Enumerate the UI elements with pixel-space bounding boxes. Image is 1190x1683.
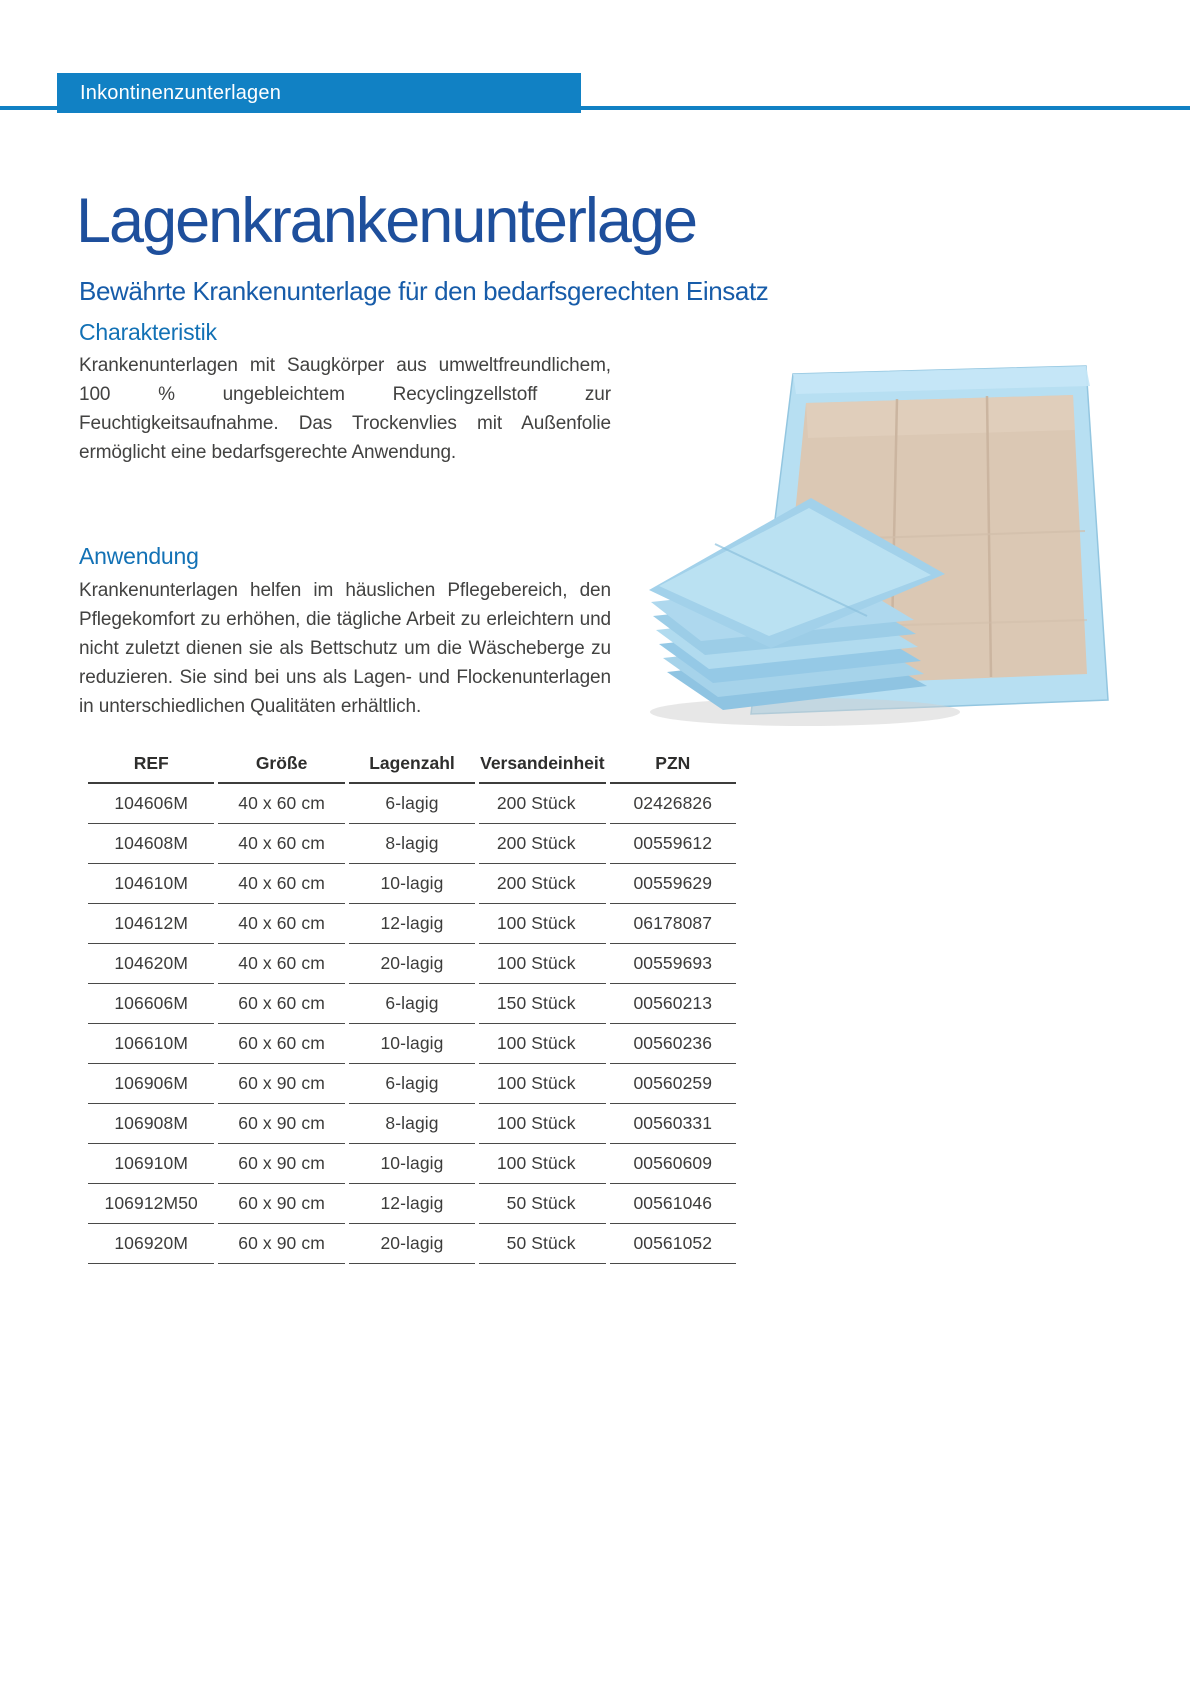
table-cell-ref: 104606M xyxy=(88,784,214,824)
table-cell-ref: 104612M xyxy=(88,904,214,944)
table-cell-ref: 106906M xyxy=(88,1064,214,1104)
table-cell-ref: 104620M xyxy=(88,944,214,984)
table-cell-versandeinheit: 100 Stück xyxy=(479,1104,605,1144)
table-cell-lagenzahl: 20-lagig xyxy=(349,1224,475,1264)
table-cell-versandeinheit: 200 Stück xyxy=(479,784,605,824)
table-row xyxy=(88,1024,736,1064)
table-cell-versandeinheit: 100 Stück xyxy=(479,904,605,944)
table-row xyxy=(88,824,736,864)
table-cell-versandeinheit: 50 Stück xyxy=(479,1184,605,1224)
column-header-pzn: PZN xyxy=(610,744,736,784)
table-cell-pzn: 02426826 xyxy=(610,784,736,824)
table-row xyxy=(88,864,736,904)
table-cell-groesse: 60 x 90 cm xyxy=(218,1144,344,1184)
table-cell-ref: 106606M xyxy=(88,984,214,1024)
table-cell-groesse: 60 x 90 cm xyxy=(218,1184,344,1224)
table-cell-versandeinheit: 100 Stück xyxy=(479,944,605,984)
table-cell-pzn: 00560236 xyxy=(610,1024,736,1064)
section-heading-anwendung: Anwendung xyxy=(79,543,199,569)
table-cell-versandeinheit: 100 Stück xyxy=(479,1144,605,1184)
table-cell-versandeinheit: 100 Stück xyxy=(479,1024,605,1064)
table-row xyxy=(88,944,736,984)
table-cell-lagenzahl: 6-lagig xyxy=(349,1064,475,1104)
table-row xyxy=(88,1144,736,1184)
table-cell-groesse: 40 x 60 cm xyxy=(218,944,344,984)
page-subtitle: Bewährte Krankenunterlage für den bedarfsgerechten Einsatz xyxy=(79,276,769,306)
table-cell-groesse: 40 x 60 cm xyxy=(218,824,344,864)
table-cell-lagenzahl: 20-lagig xyxy=(349,944,475,984)
table-row xyxy=(88,984,736,1024)
table-cell-ref: 106920M xyxy=(88,1224,214,1264)
table-row xyxy=(88,1064,736,1104)
table-cell-groesse: 40 x 60 cm xyxy=(218,864,344,904)
table-cell-lagenzahl: 10-lagig xyxy=(349,864,475,904)
table-cell-lagenzahl: 6-lagig xyxy=(349,784,475,824)
table-cell-lagenzahl: 8-lagig xyxy=(349,824,475,864)
table-cell-lagenzahl: 12-lagig xyxy=(349,904,475,944)
table-cell-groesse: 40 x 60 cm xyxy=(218,784,344,824)
table-cell-pzn: 00559693 xyxy=(610,944,736,984)
paragraph-charakteristik: Krankenunterlagen mit Saugkörper aus umweltfreundlichem, 100 % ungebleichtem Recyclingzellstoff zur Feuchtigkeitsaufnahme. Das Trockenvlies mit Außenfolie ermöglicht eine bedarfsgerechte Anwendung. xyxy=(79,355,611,463)
table-cell-pzn: 00559629 xyxy=(610,864,736,904)
table-cell-pzn: 06178087 xyxy=(610,904,736,944)
table-cell-versandeinheit: 100 Stück xyxy=(479,1064,605,1104)
table-cell-ref: 106610M xyxy=(88,1024,214,1064)
table-cell-ref: 106910M xyxy=(88,1144,214,1184)
column-header-lagenzahl: Lagenzahl xyxy=(349,744,475,784)
page-title: Lagenkrankenunterlage xyxy=(76,186,697,256)
table-cell-ref: 106912M50 xyxy=(88,1184,214,1224)
table-cell-versandeinheit: 150 Stück xyxy=(479,984,605,1024)
section-heading-charakteristik: Charakteristik xyxy=(79,319,217,345)
table-cell-pzn: 00560609 xyxy=(610,1144,736,1184)
table-cell-pzn: 00560213 xyxy=(610,984,736,1024)
table-cell-lagenzahl: 6-lagig xyxy=(349,984,475,1024)
table-cell-ref: 106908M xyxy=(88,1104,214,1144)
column-header-versandeinheit: Versandeinheit xyxy=(479,744,605,784)
table-cell-ref: 104608M xyxy=(88,824,214,864)
products-table xyxy=(84,744,740,1264)
paragraph-anwendung: Krankenunterlagen helfen im häuslichen Pflegebereich, den Pflegekomfort zu erhöhen, die tägliche Arbeit zu erleichtern und nicht zuletzt dienen sie als Bettschutz um die Wäscheberge zu reduzieren. Sie sind bei uns als Lagen- und Flockenunterlagen in unterschiedlichen Qualitäten erhältlich. xyxy=(79,580,611,717)
table-row xyxy=(88,784,736,824)
table-cell-pzn: 00560331 xyxy=(610,1104,736,1144)
table-row xyxy=(88,1224,736,1264)
table-cell-groesse: 60 x 90 cm xyxy=(218,1064,344,1104)
table-cell-pzn: 00561046 xyxy=(610,1184,736,1224)
category-tab-label: Inkontinenzunterlagen xyxy=(80,81,282,104)
table-cell-pzn: 00561052 xyxy=(610,1224,736,1264)
product-photo xyxy=(635,328,1125,728)
table-cell-ref: 104610M xyxy=(88,864,214,904)
table-cell-groesse: 60 x 60 cm xyxy=(218,1024,344,1064)
table-cell-versandeinheit: 200 Stück xyxy=(479,864,605,904)
table-cell-pzn: 00559612 xyxy=(610,824,736,864)
table-cell-groesse: 40 x 60 cm xyxy=(218,904,344,944)
table-cell-versandeinheit: 50 Stück xyxy=(479,1224,605,1264)
table-row xyxy=(88,1184,736,1224)
category-tab xyxy=(57,73,581,113)
product-photo-illustration xyxy=(635,328,1125,728)
table-cell-versandeinheit: 200 Stück xyxy=(479,824,605,864)
table-header-row xyxy=(88,744,736,784)
table-cell-lagenzahl: 10-lagig xyxy=(349,1144,475,1184)
column-header-ref: REF xyxy=(88,744,214,784)
table-cell-lagenzahl: 8-lagig xyxy=(349,1104,475,1144)
table-cell-groesse: 60 x 60 cm xyxy=(218,984,344,1024)
table-cell-pzn: 00560259 xyxy=(610,1064,736,1104)
table-row xyxy=(88,1104,736,1144)
table-row xyxy=(88,904,736,944)
table-cell-groesse: 60 x 90 cm xyxy=(218,1224,344,1264)
table-cell-groesse: 60 x 90 cm xyxy=(218,1104,344,1144)
table-cell-lagenzahl: 10-lagig xyxy=(349,1024,475,1064)
table-cell-lagenzahl: 12-lagig xyxy=(349,1184,475,1224)
column-header-groesse: Größe xyxy=(218,744,344,784)
